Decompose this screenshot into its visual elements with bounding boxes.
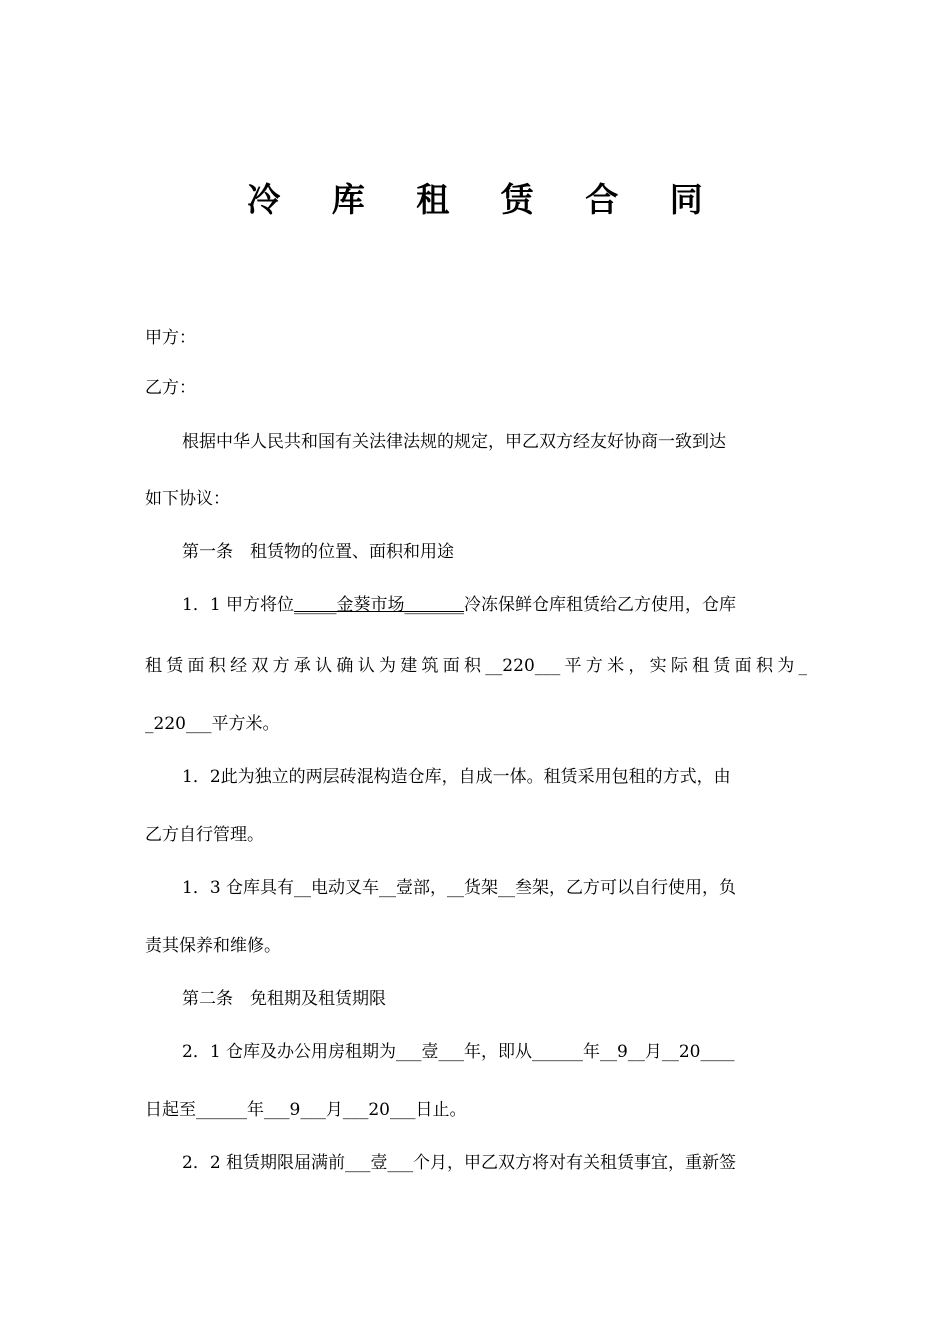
clause-2-1-line-2: 日起至______年___9___月___20___日止。 [145,1100,467,1120]
clause-1-1-line-1 [182,593,736,617]
clause-1-1-line-2: 租赁面积经双方承认确认为建筑面积__220___平方米，实际租赁面积为_ [145,656,807,676]
clause-1-3-line-1: 1．3 仓库具有__电动叉车__壹部，__货架__叁架，乙方可以自行使用，负 [182,878,737,898]
clause-1-1-line-3: _220___平方米。 [145,714,280,734]
preamble-line-1: 根据中华人民共和国有关法律法规的规定，甲乙双方经友好协商一致到达 [182,432,726,452]
clause-1-1-prefix: 1．1 甲方将位 [182,595,295,615]
clause-1-2-line-1: 1．2此为独立的两层砖混构造仓库，自成一体。租赁采用包租的方式，由 [182,767,731,787]
clause-1-2-line-2: 乙方自行管理。 [145,825,264,845]
clause-2-1-line-1: 2．1 仓库及办公用房租期为___壹___年，即从______年__9__月__20____ [182,1042,735,1062]
party-a-label: 甲方： [145,328,196,348]
clause-2-2-line-1: 2．2 租赁期限届满前___壹___个月，甲乙双方将对有关租赁事宜，重新签 [182,1153,737,1173]
document-title: 冷 库 租 赁 合 同 [247,180,723,219]
clause-1-1-suffix: 冷冻保鲜仓库租赁给乙方使用，仓库 [464,595,737,615]
party-b-label: 乙方： [145,378,196,398]
article-2-heading: 第二条 免租期及租赁期限 [182,989,386,1009]
clause-1-1-location: _____金葵市场_______ [294,595,465,615]
article-1-heading: 第一条 租赁物的位置、面积和用途 [182,542,454,562]
preamble-line-2: 如下协议： [145,489,230,509]
clause-1-3-line-2: 责其保养和维修。 [145,936,281,956]
